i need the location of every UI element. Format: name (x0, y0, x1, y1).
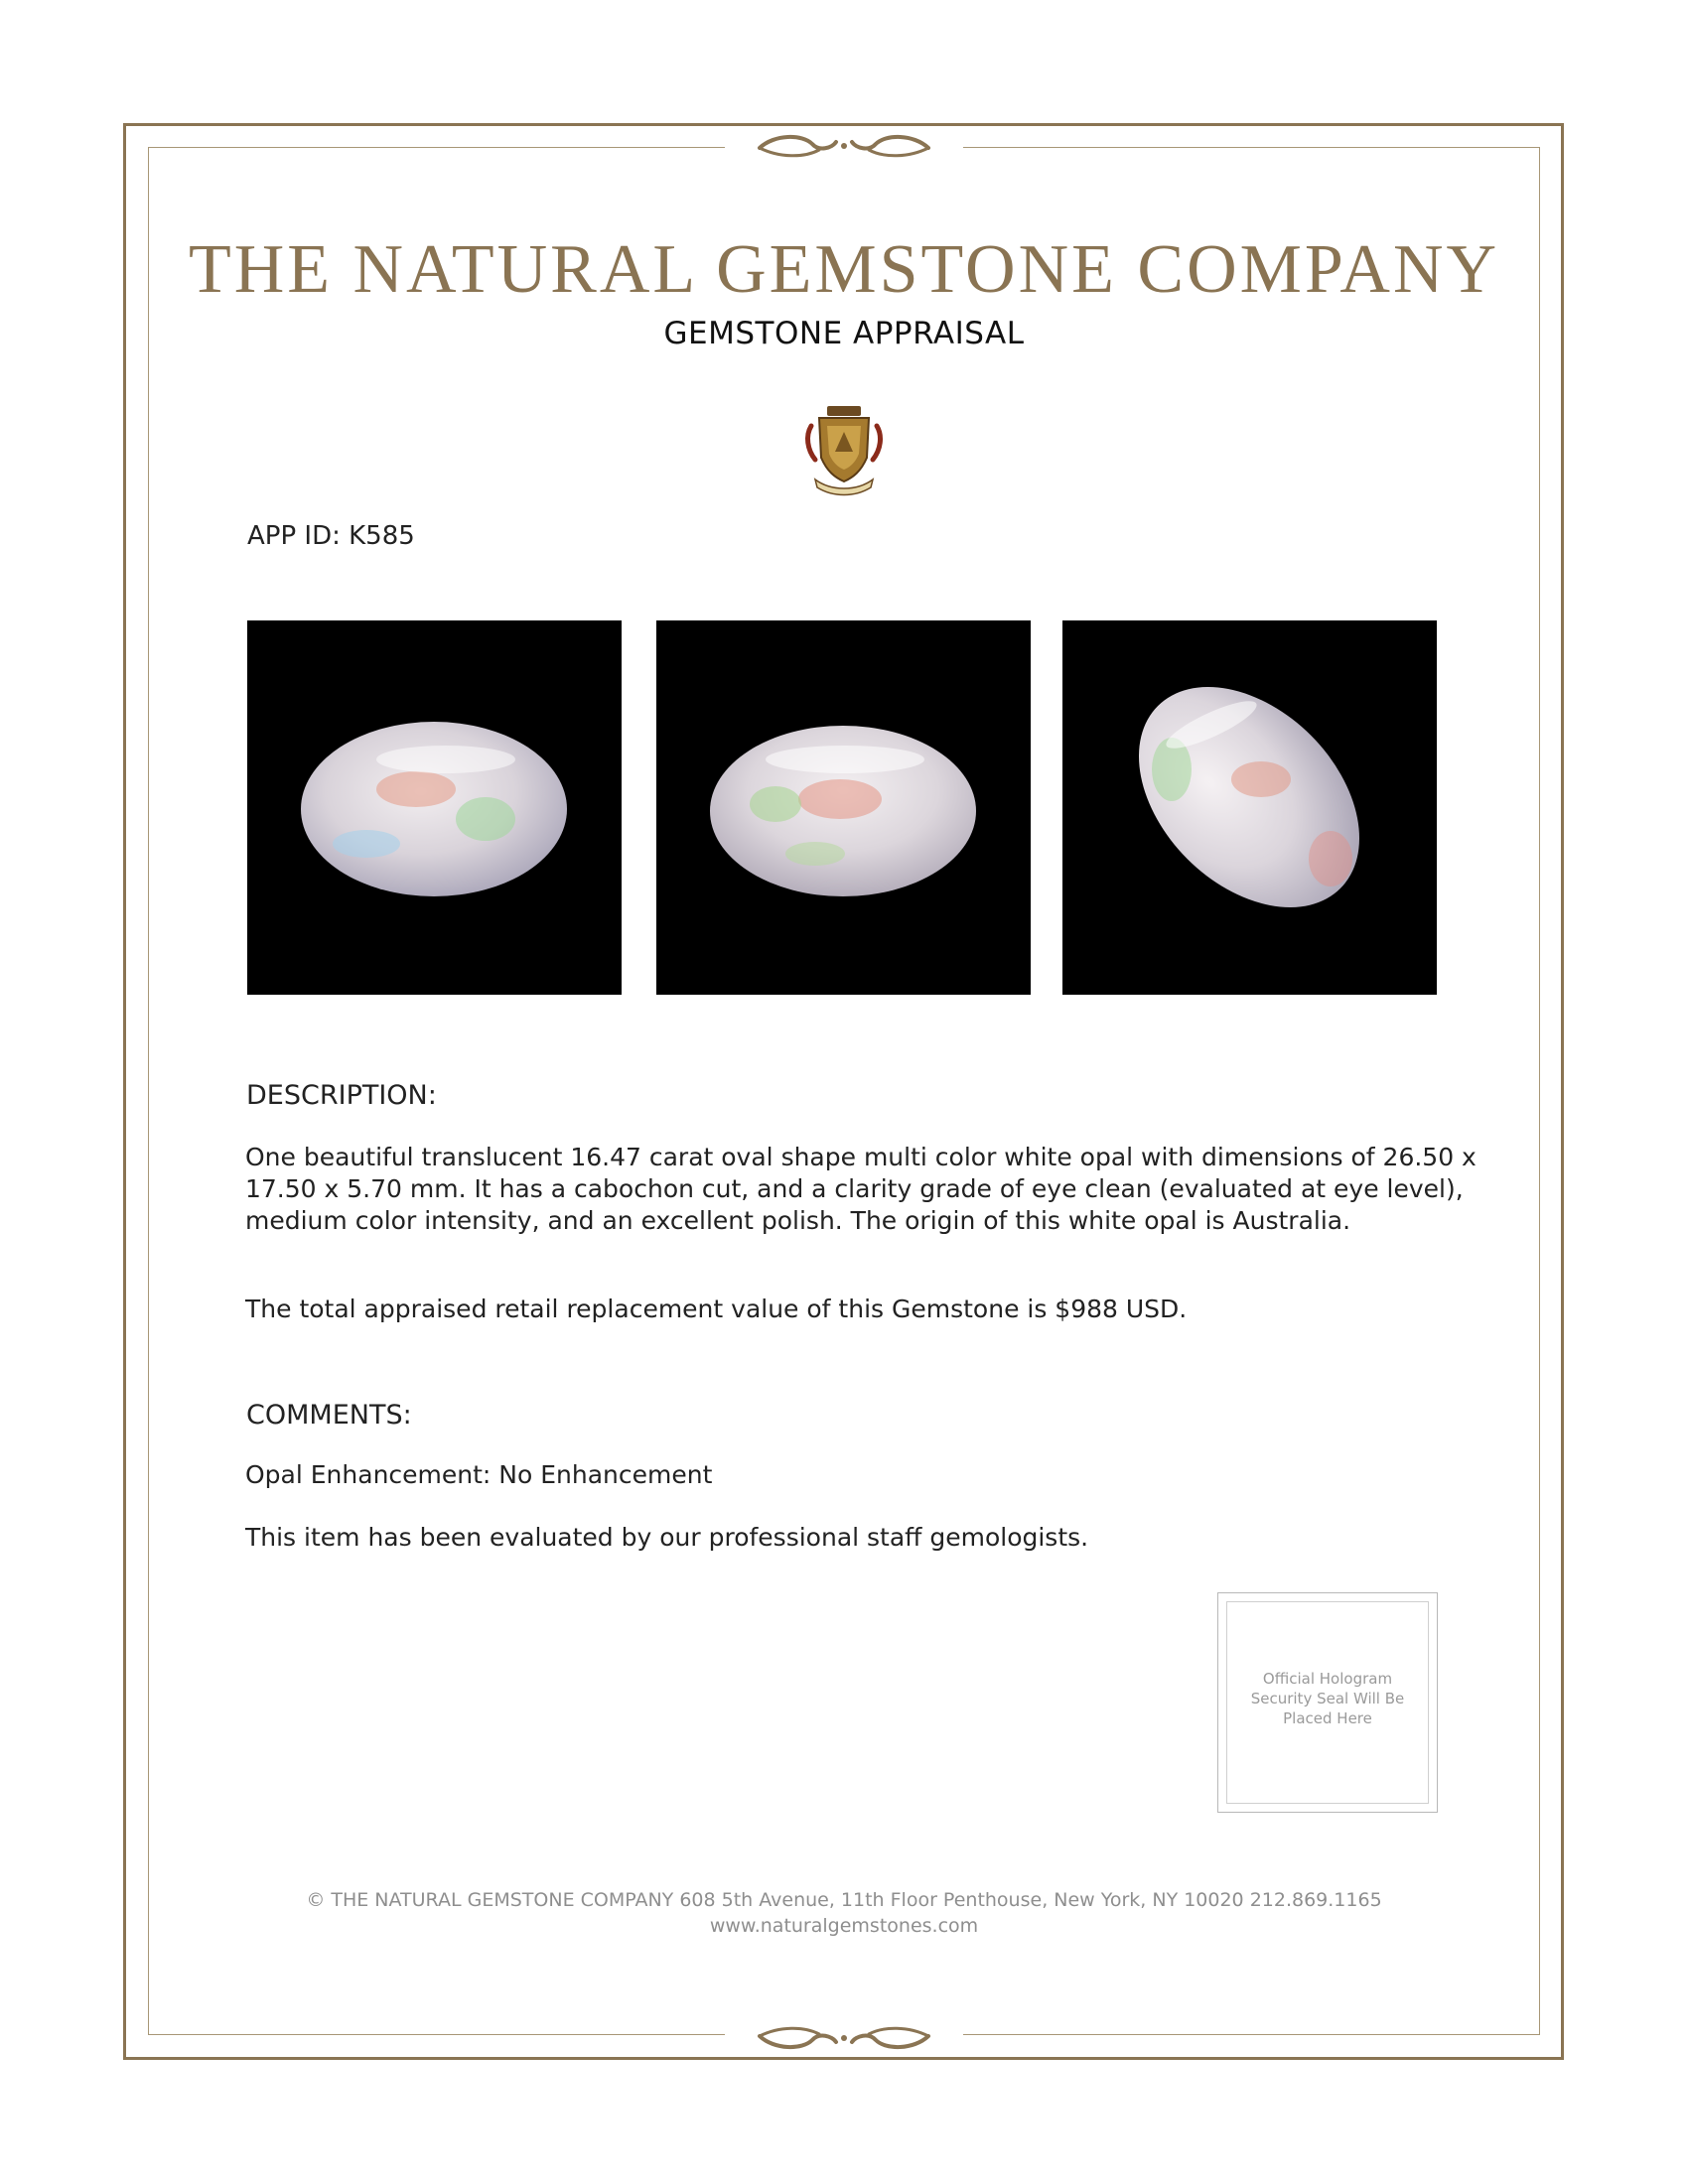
document-title: GEMSTONE APPRAISAL (663, 316, 1025, 351)
enhancement-text: Opal Enhancement: No Enhancement (245, 1460, 713, 1489)
app-id: APP ID: K585 (247, 521, 415, 551)
company-crest-logo (801, 402, 887, 497)
footer-website: www.naturalgemstones.com (709, 1915, 979, 1937)
top-ornament (725, 128, 963, 168)
opal-photo-side (656, 620, 1031, 995)
footer-address: © THE NATURAL GEMSTONE COMPANY 608 5th Avenue, 11th Floor Penthouse, New York, NY 10020 212.869.1165 (306, 1889, 1382, 1911)
description-text: One beautiful translucent 16.47 carat oval shape multi color white opal with dimensions of 26.50 x 17.50 x 5.70 mm. It has a cabochon cut, and a clarity grade of eye clean (evaluated at eye level), medium color intensity, and an excellent polish. The origin of this white opal is Australia. (245, 1143, 1477, 1235)
company-name: THE NATURAL GEMSTONE COMPANY (188, 231, 1500, 308)
description-heading: DESCRIPTION: (246, 1080, 437, 1111)
appraised-value-text: The total appraised retail replacement value of this Gemstone is $988 USD. (245, 1295, 1188, 1323)
seal-text: Official Hologram Security Seal Will Be Placed Here (1250, 1670, 1405, 1727)
hologram-seal-placeholder (1217, 1592, 1438, 1813)
opal-photo-angled (1062, 620, 1437, 995)
evaluation-text: This item has been evaluated by our professional staff gemologists. (245, 1523, 1089, 1552)
bottom-ornament (725, 2016, 963, 2056)
comments-heading: COMMENTS: (246, 1400, 412, 1431)
opal-photo-front (247, 620, 622, 995)
